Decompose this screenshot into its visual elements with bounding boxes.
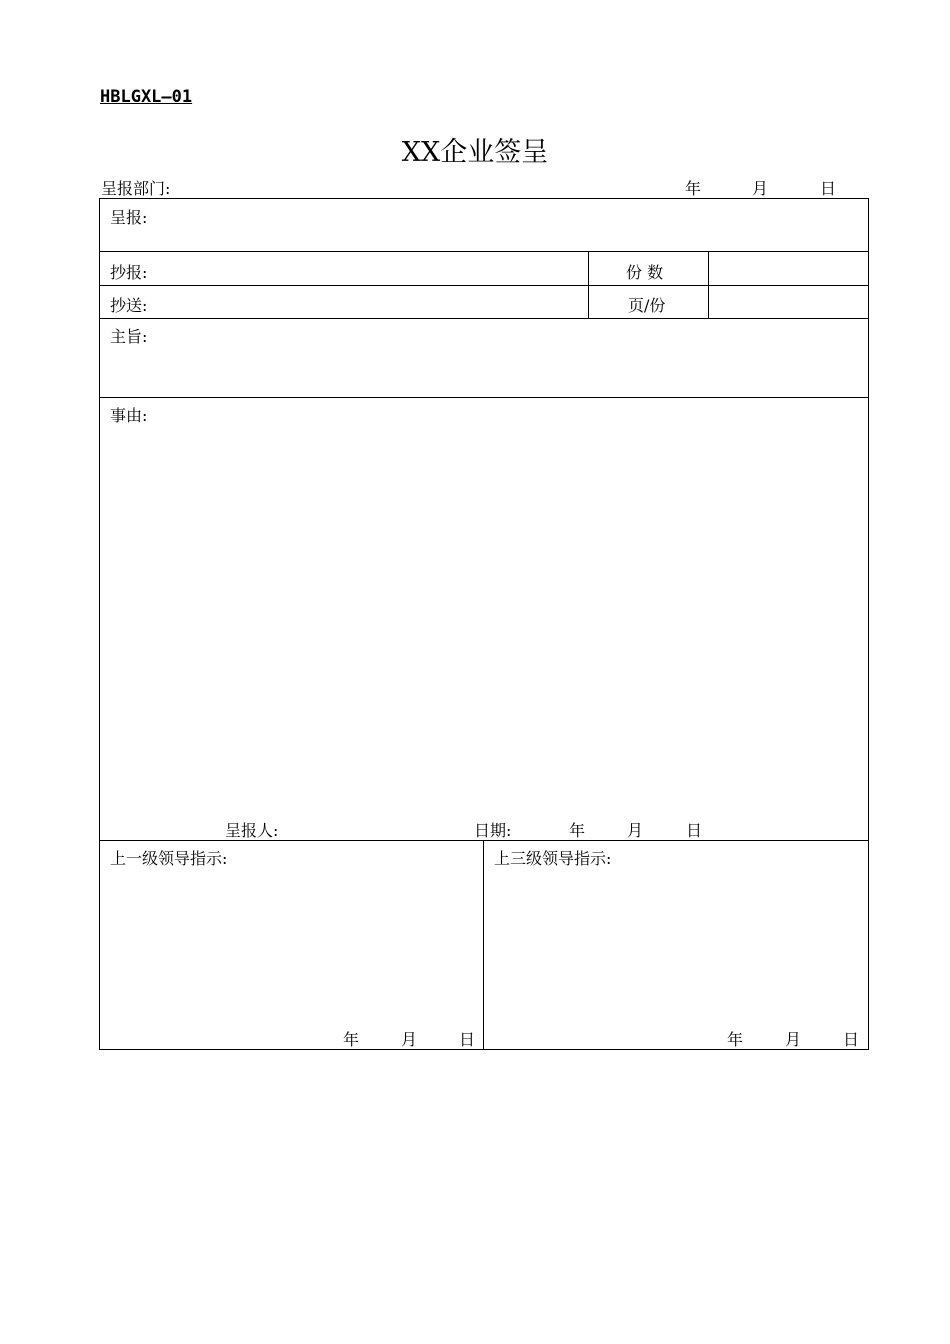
row-divider [100, 285, 868, 286]
sign-form [99, 198, 869, 1050]
reason-day-label: 日 [686, 821, 703, 840]
reporter-label: 呈报人: [225, 821, 279, 840]
row-divider [100, 251, 868, 252]
reason-month-label: 月 [627, 821, 644, 840]
column-divider [588, 251, 589, 318]
date-label: 日期: [474, 821, 512, 840]
level3-instruction-label: 上三级领导指示: [494, 849, 612, 868]
level3-month-label: 月 [785, 1030, 802, 1049]
level1-instruction-label: 上一级领导指示: [110, 849, 228, 868]
level3-day-label: 日 [843, 1030, 860, 1049]
level1-month-label: 月 [401, 1030, 418, 1049]
reason-year-label: 年 [569, 821, 586, 840]
row-divider [100, 397, 868, 398]
header-year-label: 年 [685, 179, 702, 198]
subject-label: 主旨: [110, 327, 148, 346]
dept-label: 呈报部门: [101, 179, 171, 198]
cc-label: 抄报: [110, 263, 148, 282]
header-month-label: 月 [752, 179, 769, 198]
document-title: XX企业签呈 [401, 137, 549, 168]
document-code: HBLGXL—01 [100, 87, 193, 107]
send-label: 抄送: [110, 296, 148, 315]
pages-label: 页/份 [628, 296, 666, 315]
row-divider [100, 318, 868, 319]
level1-year-label: 年 [343, 1030, 360, 1049]
report-to-label: 呈报: [110, 208, 148, 227]
level3-year-label: 年 [727, 1030, 744, 1049]
level1-day-label: 日 [459, 1030, 476, 1049]
column-divider [708, 251, 709, 318]
reason-label: 事由: [110, 406, 148, 425]
column-divider [483, 840, 484, 1049]
header-day-label: 日 [820, 179, 837, 198]
copies-label: 份 数 [626, 263, 664, 282]
